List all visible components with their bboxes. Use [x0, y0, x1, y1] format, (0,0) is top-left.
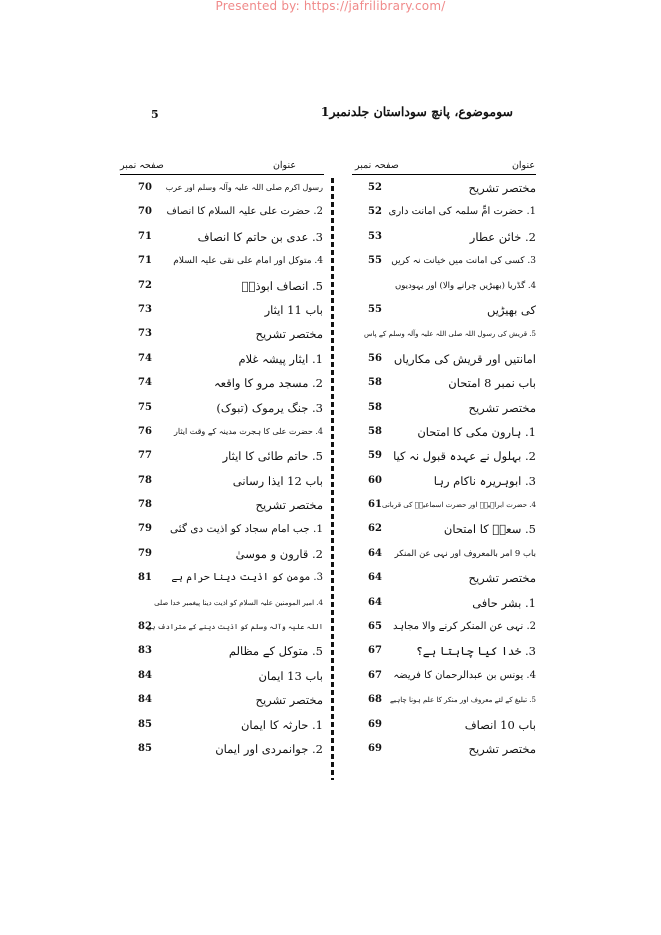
toc-entry-page: 62	[368, 523, 382, 535]
toc-entry-title: 4. امیر المومنین علیہ السلام کو اذیت دینا پیغمبر خدا صلی	[154, 598, 323, 607]
toc-entry-page: 64	[368, 596, 382, 608]
toc-entry	[138, 641, 323, 665]
toc-entry-title: 4. حضرت ابراہیمؑ اور حضرت اسماعیلؑ کی قربانی	[381, 501, 536, 510]
toc-entry	[360, 519, 536, 543]
toc-entry-page: 72	[138, 279, 152, 291]
page-number: 5	[151, 108, 159, 121]
toc-entry-page: 58	[368, 377, 382, 389]
toc-entry-page: 79	[138, 523, 152, 535]
toc-entry	[138, 519, 323, 543]
toc-entry-title: 5. تبلیغ کے لئے معروف اور منکر کا علم ہونا چاہیے	[389, 696, 536, 705]
toc-entry-page: 73	[138, 328, 152, 340]
toc-entry	[138, 349, 323, 373]
toc-entry	[360, 251, 536, 275]
toc-entry-title: 4. گڈریا (بھیڑیں چرانے والا) اور یہودیوں	[395, 280, 536, 291]
toc-entry-title: مختصر تشریح	[468, 400, 536, 415]
toc-entry-title: 4. متوکل اور امام علی نقی علیہ السلام	[173, 256, 323, 267]
toc-entry	[138, 446, 323, 470]
toc-entry-page: 69	[368, 718, 382, 730]
toc-entry-title: 3. خدا کیا چاہتا ہے؟	[416, 644, 536, 659]
left-toc-column	[138, 178, 323, 763]
toc-entry	[138, 300, 323, 324]
toc-entry-page: 83	[138, 645, 152, 657]
toc-entry	[360, 227, 536, 251]
toc-entry-page: 70	[138, 182, 152, 193]
toc-entry-page: 76	[138, 425, 152, 437]
toc-entry-page: 84	[138, 694, 152, 706]
toc-entry	[360, 495, 536, 519]
toc-entry-title: 2. مسجد مرو کا واقعہ	[213, 376, 323, 391]
toc-entry-title: باب 9 امر بالمعروف اور نہی عن المنکر	[394, 548, 536, 559]
toc-entry-page: 81	[138, 572, 152, 584]
toc-entry	[360, 690, 536, 714]
toc-entry	[138, 251, 323, 275]
toc-entry-title: 4. حضرت علی کا ہجرت مدینہ کے وقت ایثار	[174, 426, 323, 436]
toc-entry-title: 1. جب امام سجاد کو اذیت دی گئی	[170, 523, 323, 536]
toc-entry	[360, 617, 536, 641]
toc-entry-title: باب 13 ایمان	[258, 668, 323, 683]
toc-entry-page: 85	[138, 718, 152, 730]
toc-entry-title: مختصر تشریح	[468, 181, 536, 195]
toc-entry-title: 2. حضرت علی علیہ السلام کا انصاف	[166, 206, 323, 218]
toc-entry-page: 78	[138, 474, 152, 486]
left-header-rule	[120, 174, 324, 175]
toc-entry-title: مختصر تشریح	[468, 571, 536, 586]
toc-entry	[138, 324, 323, 348]
toc-entry	[138, 593, 323, 617]
right-header-rule	[352, 174, 536, 175]
toc-entry-title: مختصر تشریح	[255, 498, 323, 513]
toc-entry-page: 71	[138, 255, 152, 267]
toc-entry-page: 60	[368, 474, 382, 486]
toc-entry-page: 64	[368, 547, 382, 559]
toc-entry-title: 1. ایثار پیشہ غلام	[238, 351, 323, 366]
toc-entry-title: 2. جوانمردی اور ایمان	[215, 741, 323, 756]
toc-entry-page: 73	[138, 303, 152, 315]
toc-entry-page: 70	[138, 206, 152, 218]
toc-entry	[360, 398, 536, 422]
toc-entry-page: 84	[138, 669, 152, 681]
toc-entry-page: 78	[138, 499, 152, 511]
toc-entry-page: 74	[138, 377, 152, 389]
toc-entry-page: 82	[138, 621, 152, 633]
toc-entry-title: 3. عدی بن حاتم کا انصاف	[197, 229, 323, 244]
toc-entry	[138, 276, 323, 300]
toc-entry	[360, 202, 536, 226]
toc-entry	[138, 568, 323, 592]
toc-entry-title: باب نمبر 8 امتحان	[448, 376, 536, 391]
toc-entry-page: 85	[138, 742, 152, 754]
toc-entry-title: 3. مومن کو اذیت دینا حرام ہے	[171, 572, 323, 584]
toc-entry-title: باب 11 ایثار	[264, 302, 323, 317]
toc-entry	[138, 544, 323, 568]
toc-entry	[138, 398, 323, 422]
toc-entry	[360, 422, 536, 446]
toc-entry-page: 58	[368, 401, 382, 413]
toc-entry-title: 1. ہارون مکی کا امتحان	[417, 424, 536, 439]
toc-entry	[138, 495, 323, 519]
toc-entry-page: 52	[368, 182, 382, 193]
toc-entry	[138, 422, 323, 446]
toc-entry-page: 79	[138, 547, 152, 559]
toc-entry-title: 5. حاتم طائی کا ایثار	[222, 449, 323, 464]
toc-entry	[360, 544, 536, 568]
toc-entry-title: مختصر تشریح	[468, 741, 536, 756]
toc-entry	[360, 593, 536, 617]
toc-entry	[138, 227, 323, 251]
toc-entry	[138, 666, 323, 690]
toc-entry-page: 67	[368, 645, 382, 657]
toc-entry	[138, 690, 323, 714]
toc-entry-title: 2. خائن عطار	[469, 229, 536, 244]
toc-entry-page: 69	[368, 742, 382, 754]
toc-entry-title: رسول اکرم صلی اللہ علیہ وآلہ وسلم اور عرب	[165, 183, 323, 192]
toc-entry-page: 59	[368, 450, 382, 462]
toc-entry-page: 65	[368, 621, 382, 633]
toc-entry-title: 3. ابوہریرہ ناکام رہا	[433, 473, 536, 488]
toc-entry-title: 2. نہی عن المنکر کرنے والا مجاہد	[392, 621, 536, 633]
toc-entry-title: 5. انصاف ابوذرؓ	[241, 278, 323, 293]
toc-entry	[360, 324, 536, 348]
toc-entry-page: 53	[368, 230, 382, 242]
toc-entry	[360, 446, 536, 470]
toc-entry	[138, 202, 323, 226]
toc-entry-page: 68	[368, 694, 382, 706]
right-column-page-header: صفحہ نمبر	[355, 160, 399, 171]
toc-entry-title: 5. سعدؓ کا امتحان	[443, 522, 536, 537]
toc-entry-page: 55	[368, 303, 382, 315]
toc-entry	[360, 300, 536, 324]
toc-entry	[360, 641, 536, 665]
toc-entry	[360, 178, 536, 202]
toc-entry	[360, 666, 536, 690]
left-column-title-header: عنوان	[272, 160, 296, 171]
toc-entry-title: اللہ علیہ وآلہ وسلم کو اذیت دینے کے مترادف ہے	[147, 623, 323, 632]
right-column-title-header: عنوان	[511, 160, 535, 171]
book-title: سوموضوع، پانچ سوداستان جلدنمبر1	[320, 104, 513, 119]
toc-entry-page: 67	[368, 669, 382, 681]
toc-entry	[360, 276, 536, 300]
toc-entry-title: 5. قریش کی رسول اللہ صلی اللہ علیہ وآلہ وسلم کے پاس	[363, 330, 536, 339]
right-toc-column	[360, 178, 536, 763]
toc-entry	[138, 617, 323, 641]
toc-entry	[360, 373, 536, 397]
watermark-text[interactable]: Presented by: https://jafrilibrary.com/	[215, 0, 446, 13]
toc-entry-page: 77	[138, 450, 152, 462]
toc-entry-title: 3. جنگ یرموک (تبوک)	[216, 400, 323, 415]
toc-entry-title: 2. قارون و موسیٰ	[235, 546, 323, 561]
toc-entry-page: 75	[138, 401, 152, 413]
toc-entry-title: باب 10 انصاف	[464, 717, 536, 732]
toc-entry-title: 2. بہلول نے عہدہ قبول نہ کیا	[393, 449, 536, 464]
toc-entry-page: 58	[368, 425, 382, 437]
toc-entry-page: 56	[368, 352, 382, 364]
toc-entry-page: 71	[138, 230, 152, 242]
toc-entry-page: 64	[368, 572, 382, 584]
toc-entry-title: 5. متوکل کے مظالم	[228, 644, 323, 659]
toc-entry-title: 3. کسی کی امانت میں خیانت نہ کریں	[391, 256, 536, 267]
left-column-page-header: صفحہ نمبر	[120, 160, 164, 171]
toc-entry-title: 1. بشر حافی	[472, 595, 536, 610]
toc-entry-page: 55	[368, 255, 382, 267]
toc-entry-title: امانتیں اور قریش کی مکاریاں	[393, 351, 536, 366]
toc-entry-page: 61	[368, 499, 382, 511]
toc-entry-title: 1. حضرت امِّ سلمہ کی امانت داری	[388, 206, 536, 218]
toc-entry	[138, 373, 323, 397]
toc-entry-title: کی بھیڑیں	[487, 302, 536, 317]
toc-entry-title: 1. حارثہ کا ایمان	[240, 717, 323, 732]
column-divider	[331, 178, 334, 780]
toc-entry	[360, 739, 536, 763]
toc-entry	[138, 739, 323, 763]
toc-entry	[360, 349, 536, 373]
toc-entry-page: 74	[138, 352, 152, 364]
toc-entry-page: 52	[368, 206, 382, 218]
toc-entry	[360, 471, 536, 495]
toc-entry-title: 4. یونس بن عبدالرحمان کا فریضہ	[393, 669, 536, 681]
toc-entry	[138, 178, 323, 202]
toc-entry	[360, 715, 536, 739]
toc-entry	[360, 568, 536, 592]
toc-entry-title: مختصر تشریح	[255, 327, 323, 342]
toc-entry-title: باب 12 ایذا رسانی	[232, 473, 323, 488]
toc-entry	[138, 715, 323, 739]
toc-entry-title: مختصر تشریح	[255, 693, 323, 708]
toc-entry	[138, 471, 323, 495]
